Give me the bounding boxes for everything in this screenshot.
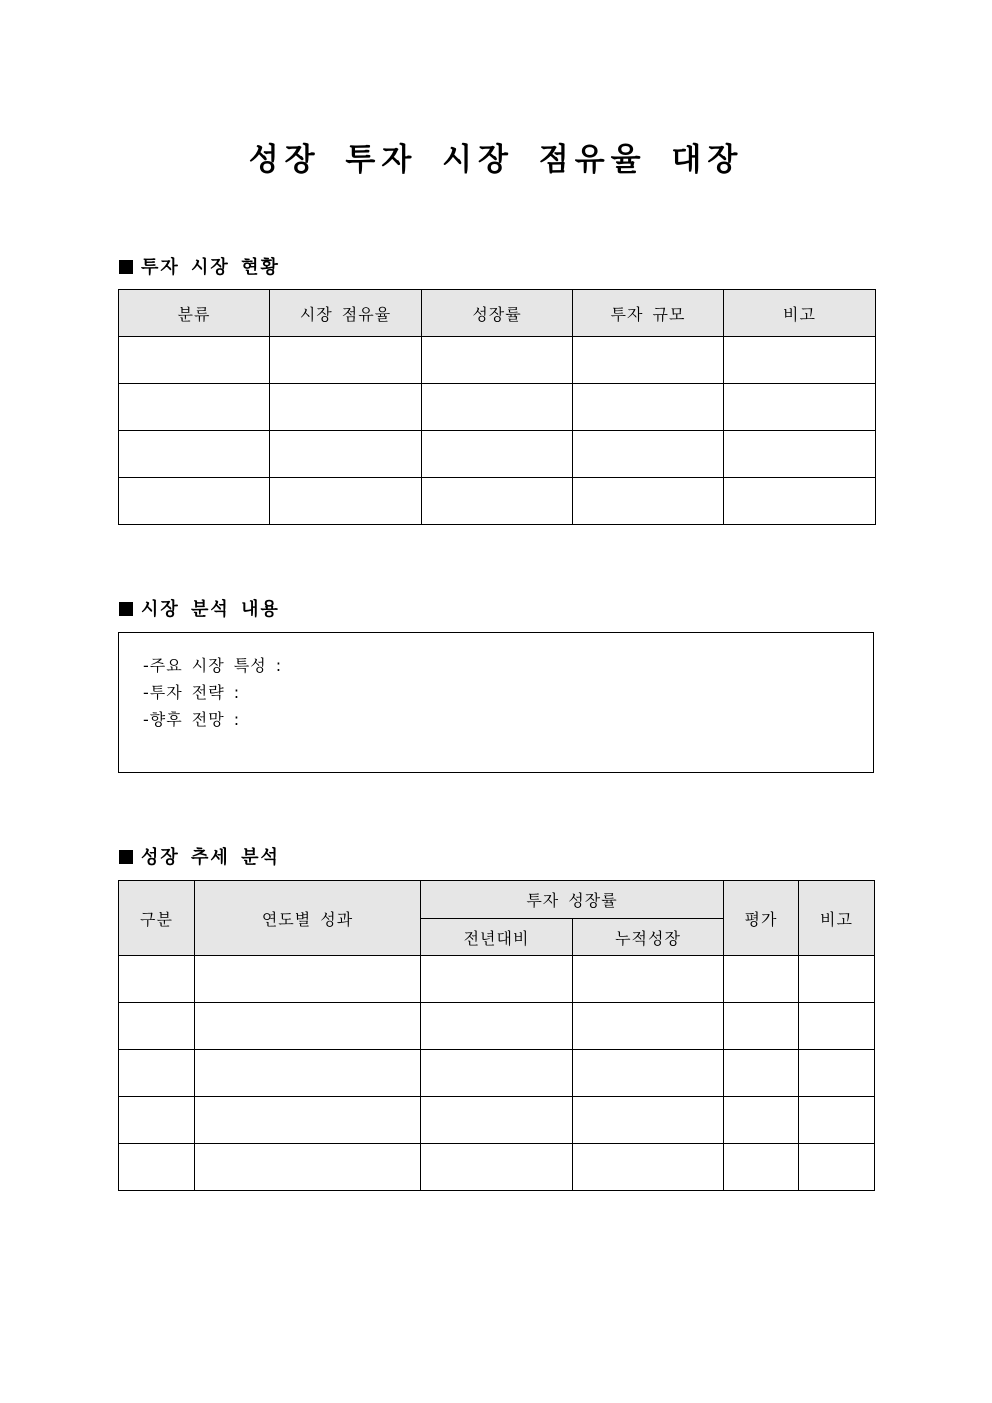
section-heading-market-analysis — [119, 595, 280, 621]
table-cell[interactable] — [195, 1097, 421, 1144]
column-header-yoy: 전년대비 — [421, 919, 573, 956]
table-cell[interactable] — [724, 1144, 799, 1191]
section-heading-label: 시장 분석 내용 — [141, 599, 280, 620]
market-analysis-box[interactable] — [118, 632, 874, 773]
table-cell[interactable] — [799, 1097, 875, 1144]
table-cell[interactable] — [422, 478, 573, 525]
table-cell[interactable] — [724, 1003, 799, 1050]
square-bullet-icon — [119, 602, 133, 616]
column-header-investment-size: 투자 규모 — [573, 290, 724, 337]
table-cell[interactable] — [119, 1050, 195, 1097]
table-cell[interactable] — [119, 337, 270, 384]
table-cell[interactable] — [573, 956, 724, 1003]
analysis-line-investment-strategy: -투자 전략 : — [143, 683, 241, 702]
table-row — [119, 337, 876, 384]
table-cell[interactable] — [724, 956, 799, 1003]
table-cell[interactable] — [421, 1097, 573, 1144]
table-row — [119, 431, 876, 478]
market-status-table — [118, 289, 876, 525]
table-cell[interactable] — [724, 337, 876, 384]
table-cell[interactable] — [421, 1144, 573, 1191]
column-header-remarks: 비고 — [799, 881, 875, 956]
table-cell[interactable] — [799, 1003, 875, 1050]
table-row — [119, 478, 876, 525]
table-cell[interactable] — [119, 1003, 195, 1050]
table-header-row — [119, 290, 876, 337]
table-cell[interactable] — [573, 384, 724, 431]
growth-trend-table — [118, 880, 875, 1191]
analysis-line-outlook: -향후 전망 : — [143, 710, 241, 729]
table-cell[interactable] — [724, 1050, 799, 1097]
table-cell[interactable] — [724, 1097, 799, 1144]
table-row — [119, 956, 875, 1003]
table-cell[interactable] — [799, 1050, 875, 1097]
table-cell[interactable] — [270, 478, 422, 525]
table-cell[interactable] — [422, 431, 573, 478]
column-header-growth-rate: 성장률 — [422, 290, 573, 337]
table-cell[interactable] — [573, 1003, 724, 1050]
table-cell[interactable] — [573, 478, 724, 525]
column-header-evaluation: 평가 — [724, 881, 799, 956]
section-heading-label: 투자 시장 현황 — [141, 257, 280, 278]
table-cell[interactable] — [421, 956, 573, 1003]
table-row — [119, 1097, 875, 1144]
table-cell[interactable] — [119, 431, 270, 478]
column-header-category: 구분 — [119, 881, 195, 956]
section-heading-label: 성장 추세 분석 — [141, 847, 280, 868]
table-cell[interactable] — [270, 384, 422, 431]
column-header-yearly-performance: 연도별 성과 — [195, 881, 421, 956]
table-cell[interactable] — [119, 384, 270, 431]
table-cell[interactable] — [724, 431, 876, 478]
analysis-line-key-characteristics: -주요 시장 특성 : — [143, 656, 283, 675]
column-header-market-share: 시장 점유율 — [270, 290, 422, 337]
column-header-cumulative: 누적성장 — [573, 919, 724, 956]
square-bullet-icon — [119, 850, 133, 864]
table-cell[interactable] — [724, 384, 876, 431]
table-cell[interactable] — [421, 1050, 573, 1097]
table-cell[interactable] — [799, 956, 875, 1003]
document-title: 성장 투자 시장 점유율 대장 — [248, 142, 744, 178]
table-cell[interactable] — [195, 1050, 421, 1097]
table-cell[interactable] — [195, 1144, 421, 1191]
table-cell[interactable] — [573, 431, 724, 478]
table-cell[interactable] — [195, 956, 421, 1003]
section-heading-growth-trend — [119, 843, 280, 869]
table-row — [119, 1003, 875, 1050]
table-cell[interactable] — [270, 431, 422, 478]
table-cell[interactable] — [573, 337, 724, 384]
section-heading-market-status — [119, 253, 280, 279]
table-cell[interactable] — [195, 1003, 421, 1050]
table-cell[interactable] — [270, 337, 422, 384]
table-cell[interactable] — [799, 1144, 875, 1191]
table-cell[interactable] — [421, 1003, 573, 1050]
table-cell[interactable] — [119, 1144, 195, 1191]
table-cell[interactable] — [119, 478, 270, 525]
table-cell[interactable] — [724, 478, 876, 525]
column-header-category: 분류 — [119, 290, 270, 337]
table-cell[interactable] — [573, 1050, 724, 1097]
table-row — [119, 384, 876, 431]
column-header-investment-growth: 투자 성장률 — [421, 881, 724, 919]
table-cell[interactable] — [422, 384, 573, 431]
table-cell[interactable] — [119, 956, 195, 1003]
column-header-remarks: 비고 — [724, 290, 876, 337]
table-row — [119, 1050, 875, 1097]
square-bullet-icon — [119, 260, 133, 274]
table-row — [119, 1144, 875, 1191]
table-cell[interactable] — [422, 337, 573, 384]
table-cell[interactable] — [119, 1097, 195, 1144]
table-header-row — [119, 881, 875, 919]
table-cell[interactable] — [573, 1097, 724, 1144]
table-cell[interactable] — [573, 1144, 724, 1191]
